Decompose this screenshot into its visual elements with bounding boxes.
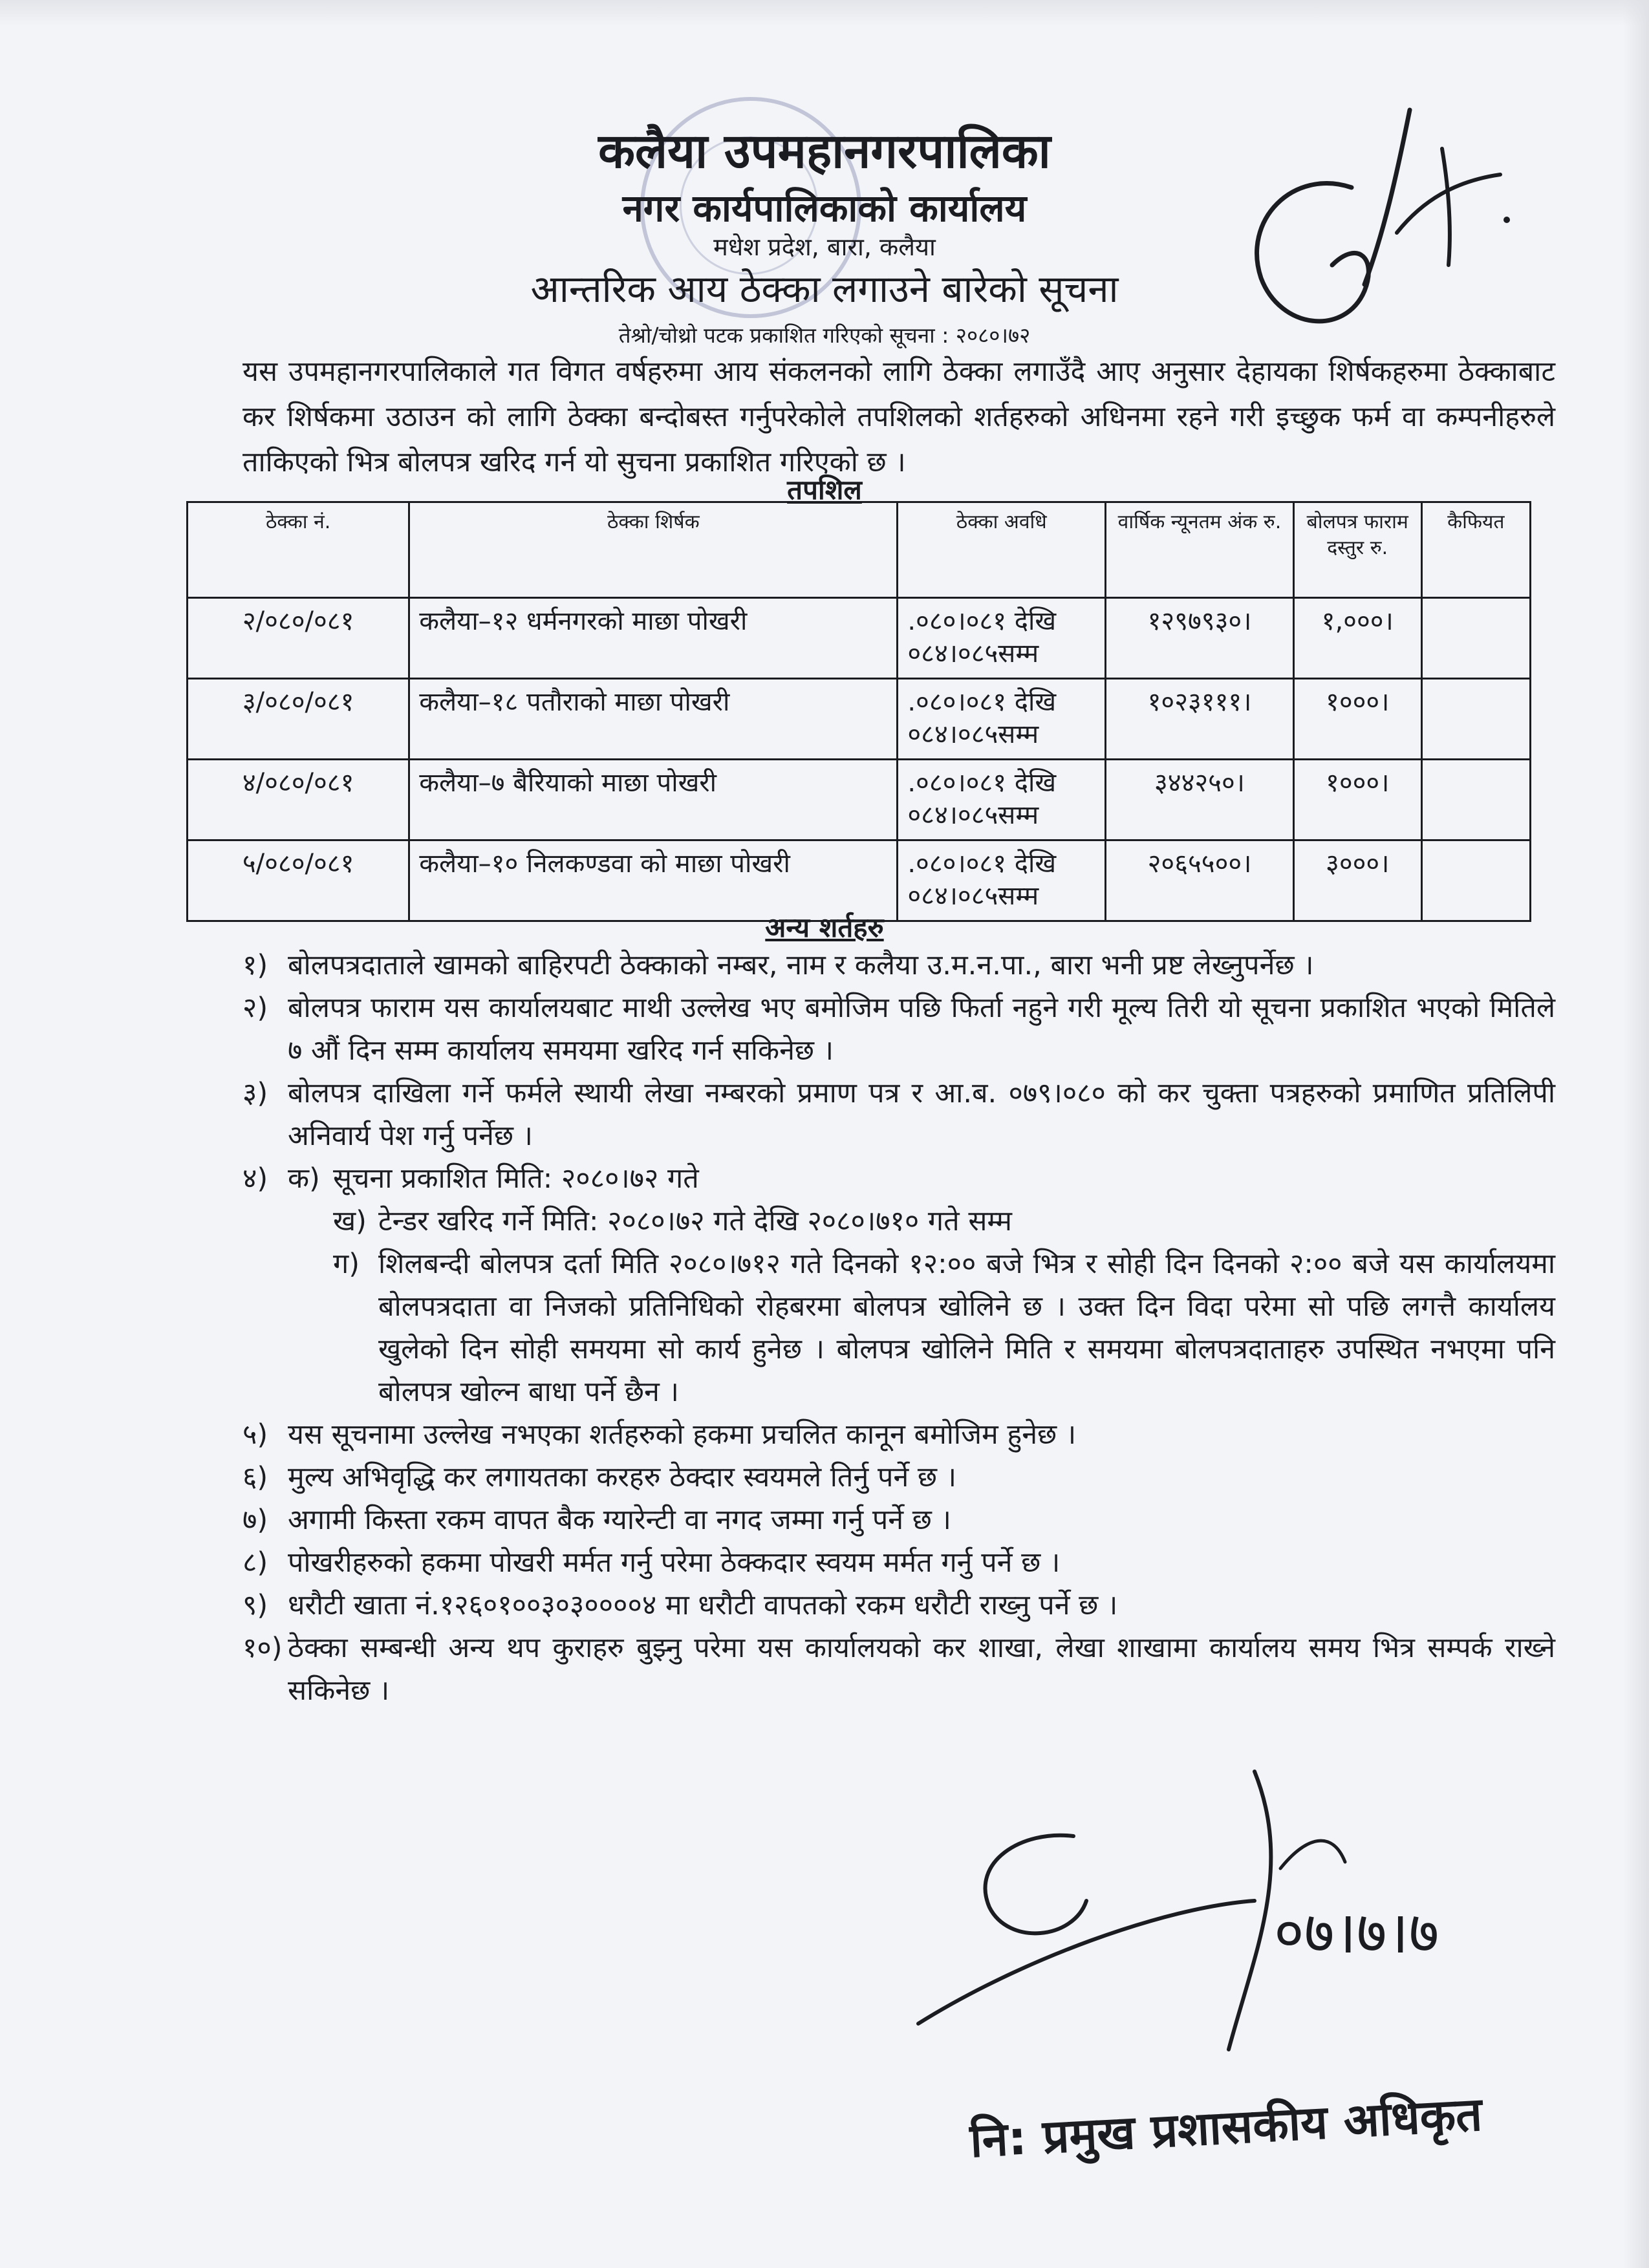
condition-item — [242, 987, 1555, 1072]
condition-item — [242, 1157, 1555, 1413]
table-row — [188, 760, 1531, 840]
subitem-text: सूचना प्रकाशित मिति: २०८०।७२ गते — [333, 1162, 699, 1195]
condition-number: २) — [242, 992, 268, 1024]
cell-contract-title: कलैया–७ बैरियाको माछा पोखरी — [409, 760, 898, 840]
cell-form-fee: १०००। — [1293, 679, 1421, 760]
subitem-text: शिलबन्दी बोलपत्र दर्ता मिति २०८०।७१२ गते दिनको १२:०० बजे भित्र र सोही दिन दिनको २:०० बजे यस कार्यालयमा बोलपत्रदाता वा निजको प्रतिनिधिको रोहबरमा बोलपत्र खोलिने छ । उक्त दिन विदा परेमा सो पछि लगत्तै कार्यालय खुलेको दिन सोही समयमा सो कार्य हुनेछ । बोलपत्र खोलिने मिति र समयमा बोलपत्रदाताहरु उपस्थित नभएमा पनि बोलपत्र खोल्न बाधा पर्ने छैन । — [378, 1248, 1555, 1408]
condition-text: बोलपत्रदाताले खामको बाहिरपटी ठेक्काको नम्बर, नाम र कलैया उ.म.न.पा., बारा भनी प्रष्ट लेख्नुपर्नेछ । — [288, 949, 1314, 981]
cell-contract-no: २/०८०/०८१ — [188, 598, 409, 679]
condition-text: बोलपत्र दाखिला गर्ने फर्मले स्थायी लेखा नम्बरको प्रमाण पत्र र आ.ब. ०७९।०८० को कर चुक्ता पत्रहरुको प्रमाणित प्रतिलिपी अनिवार्य पेश गर्नु पर्नेछ । — [288, 1077, 1555, 1152]
condition-subitems — [288, 1157, 1555, 1413]
condition-text: मुल्य अभिवृद्धि कर लगायतका करहरु ठेक्दार स्वयमले तिर्नु पर्ने छ । — [288, 1461, 957, 1493]
condition-item — [242, 1072, 1555, 1157]
cell-minimum-amount: ३४४२५०। — [1106, 760, 1294, 840]
other-conditions-heading: अन्य शर्तहरु — [765, 912, 884, 943]
initials-signature-top — [1203, 71, 1539, 356]
subitem-letter: ग) — [333, 1248, 360, 1280]
cell-form-fee: ३०००। — [1293, 840, 1421, 921]
cell-contract-period: .०८०।०८१ देखि ०८४।०८५सम्म — [898, 598, 1106, 679]
cell-contract-title: कलैया–१० निलकण्डवा को माछा पोखरी — [409, 840, 898, 921]
table-row — [188, 598, 1531, 679]
condition-item — [242, 1627, 1555, 1712]
condition-item — [242, 944, 1555, 987]
condition-text: ठेक्का सम्बन्धी अन्य थप कुराहरु बुझ्नु परेमा यस कार्यालयको कर शाखा, लेखा शाखामा कार्यालय समय भित्र सम्पर्क राख्ने सकिनेछ । — [288, 1632, 1555, 1707]
schedule-heading: तपशिल — [787, 474, 862, 506]
cell-form-fee: १,०००। — [1293, 598, 1421, 679]
condition-item — [242, 1413, 1555, 1456]
cell-remarks — [1421, 598, 1530, 679]
scan-edge-top — [0, 0, 1649, 26]
condition-item — [242, 1456, 1555, 1499]
condition-subitem — [288, 1157, 1555, 1200]
condition-text: धरौटी खाता नं.१२६०१००३०३००००४ मा धरौटी वापतको रकम धरौटी राख्नु पर्ने छ । — [288, 1589, 1118, 1621]
intro-paragraph: यस उपमहानगरपालिकाले गत विगत वर्षहरुमा आय संकलनको लागि ठेक्का लगाउँदै आए अनुसार देहायका शिर्षकहरुमा ठेक्काबाट कर शिर्षकमा उठाउन को लागि ठेक्का बन्दोबस्त गर्नुपरेकोले तपशिलको शर्तहरुको अधिनमा रहने गरी इच्छुक फर्म वा कम्पनीहरुले ताकिएको भित्र बोलपत्र खरिद गर्न यो सुचना प्रकाशित गरिएको छ । — [242, 356, 1555, 478]
cell-contract-title: कलैया–१८ पतौराको माछा पोखरी — [409, 679, 898, 760]
office-address: मधेश प्रदेश, बारा, कलैया — [713, 233, 936, 261]
cell-remarks — [1421, 760, 1530, 840]
condition-subitem — [288, 1243, 1555, 1413]
table-row — [188, 679, 1531, 760]
cell-contract-title: कलैया–१२ धर्मनगरको माछा पोखरी — [409, 598, 898, 679]
condition-number: १) — [242, 949, 268, 981]
subitem-text: टेन्डर खरिद गर्ने मिति: २०८०।७२ गते देखि २०८०।७१० गते सम्म — [378, 1205, 1012, 1237]
condition-number: ६) — [242, 1461, 268, 1493]
cell-remarks — [1421, 679, 1530, 760]
header-contract-no: ठेक्का नं. — [188, 502, 409, 598]
condition-item — [242, 1499, 1555, 1541]
signatory-designation: नि: प्रमुख प्रशासकीय अधिकृत — [968, 2086, 1483, 2168]
header-contract-period: ठेक्का अवधि — [898, 502, 1106, 598]
cell-contract-period: .०८०।०८१ देखि ०८४।०८५सम्म — [898, 760, 1106, 840]
condition-number: १०) — [242, 1632, 283, 1664]
conditions-list — [242, 944, 1555, 1712]
handwritten-date: ०७।७।७ — [1274, 1899, 1439, 1967]
subitem-letter: क) — [288, 1162, 320, 1195]
condition-item — [242, 1541, 1555, 1584]
header-contract-title: ठेक्का शिर्षक — [409, 502, 898, 598]
header-minimum-amount: वार्षिक न्यूनतम अंक रु. — [1106, 502, 1294, 598]
condition-number: ८) — [242, 1546, 268, 1579]
condition-number: ९) — [242, 1589, 268, 1621]
office-name: नगर कार्यपालिकाको कार्यालय — [622, 186, 1027, 230]
condition-text: पोखरीहरुको हकमा पोखरी मर्मत गर्नु परेमा ठेक्कदार स्वयम मर्मत गर्नु पर्ने छ । — [288, 1546, 1061, 1579]
cell-minimum-amount: १०२३१११। — [1106, 679, 1294, 760]
condition-number: ४) — [242, 1162, 268, 1195]
municipality-title: कलैया उपमहानगरपालिका — [598, 123, 1051, 179]
condition-number: ५) — [242, 1418, 268, 1451]
cell-contract-no: ४/०८०/०८१ — [188, 760, 409, 840]
condition-text: अगामी किस्ता रकम वापत बैक ग्यारेन्टी वा नगद जम्मा गर्नु पर्ने छ । — [288, 1504, 951, 1536]
contract-schedule-table — [186, 501, 1531, 922]
header-remarks: कैफियत — [1421, 502, 1530, 598]
header-form-fee: बोलपत्र फाराम दस्तुर रु. — [1293, 502, 1421, 598]
cell-contract-no: ५/०८०/०८१ — [188, 840, 409, 921]
cell-minimum-amount: १२९७९३०। — [1106, 598, 1294, 679]
cell-contract-period: .०८०।०८१ देखि ०८४।०८५सम्म — [898, 679, 1106, 760]
condition-text: बोलपत्र फाराम यस कार्यालयबाट माथी उल्लेख भए बमोजिम पछि फिर्ता नहुने गरी मूल्य तिरी यो सूचना प्रकाशित भएको मितिले ७ औं दिन सम्म कार्यालय समयमा खरिद गर्न सकिनेछ । — [288, 992, 1555, 1067]
condition-number: ३) — [242, 1077, 268, 1109]
condition-text: यस सूचनामा उल्लेख नभएका शर्तहरुको हकमा प्रचलित कानून बमोजिम हुनेछ । — [288, 1418, 1077, 1451]
cell-form-fee: १०००। — [1293, 760, 1421, 840]
cell-contract-period: .०८०।०८१ देखि ०८४।०८५सम्म — [898, 840, 1106, 921]
table-header-row — [188, 502, 1531, 598]
condition-subitem — [288, 1200, 1555, 1243]
notice-title: आन्तरिक आय ठेक्का लगाउने बारेको सूचना — [530, 267, 1119, 311]
publication-line: तेश्रो/चोथ्रो पटक प्रकाशित गरिएको सूचना : २०८०।७२ — [618, 323, 1031, 348]
condition-number: ७) — [242, 1504, 268, 1536]
cell-minimum-amount: २०६५५००। — [1106, 840, 1294, 921]
cell-contract-no: ३/०८०/०८१ — [188, 679, 409, 760]
subitem-letter: ख) — [333, 1205, 367, 1237]
condition-item — [242, 1584, 1555, 1627]
